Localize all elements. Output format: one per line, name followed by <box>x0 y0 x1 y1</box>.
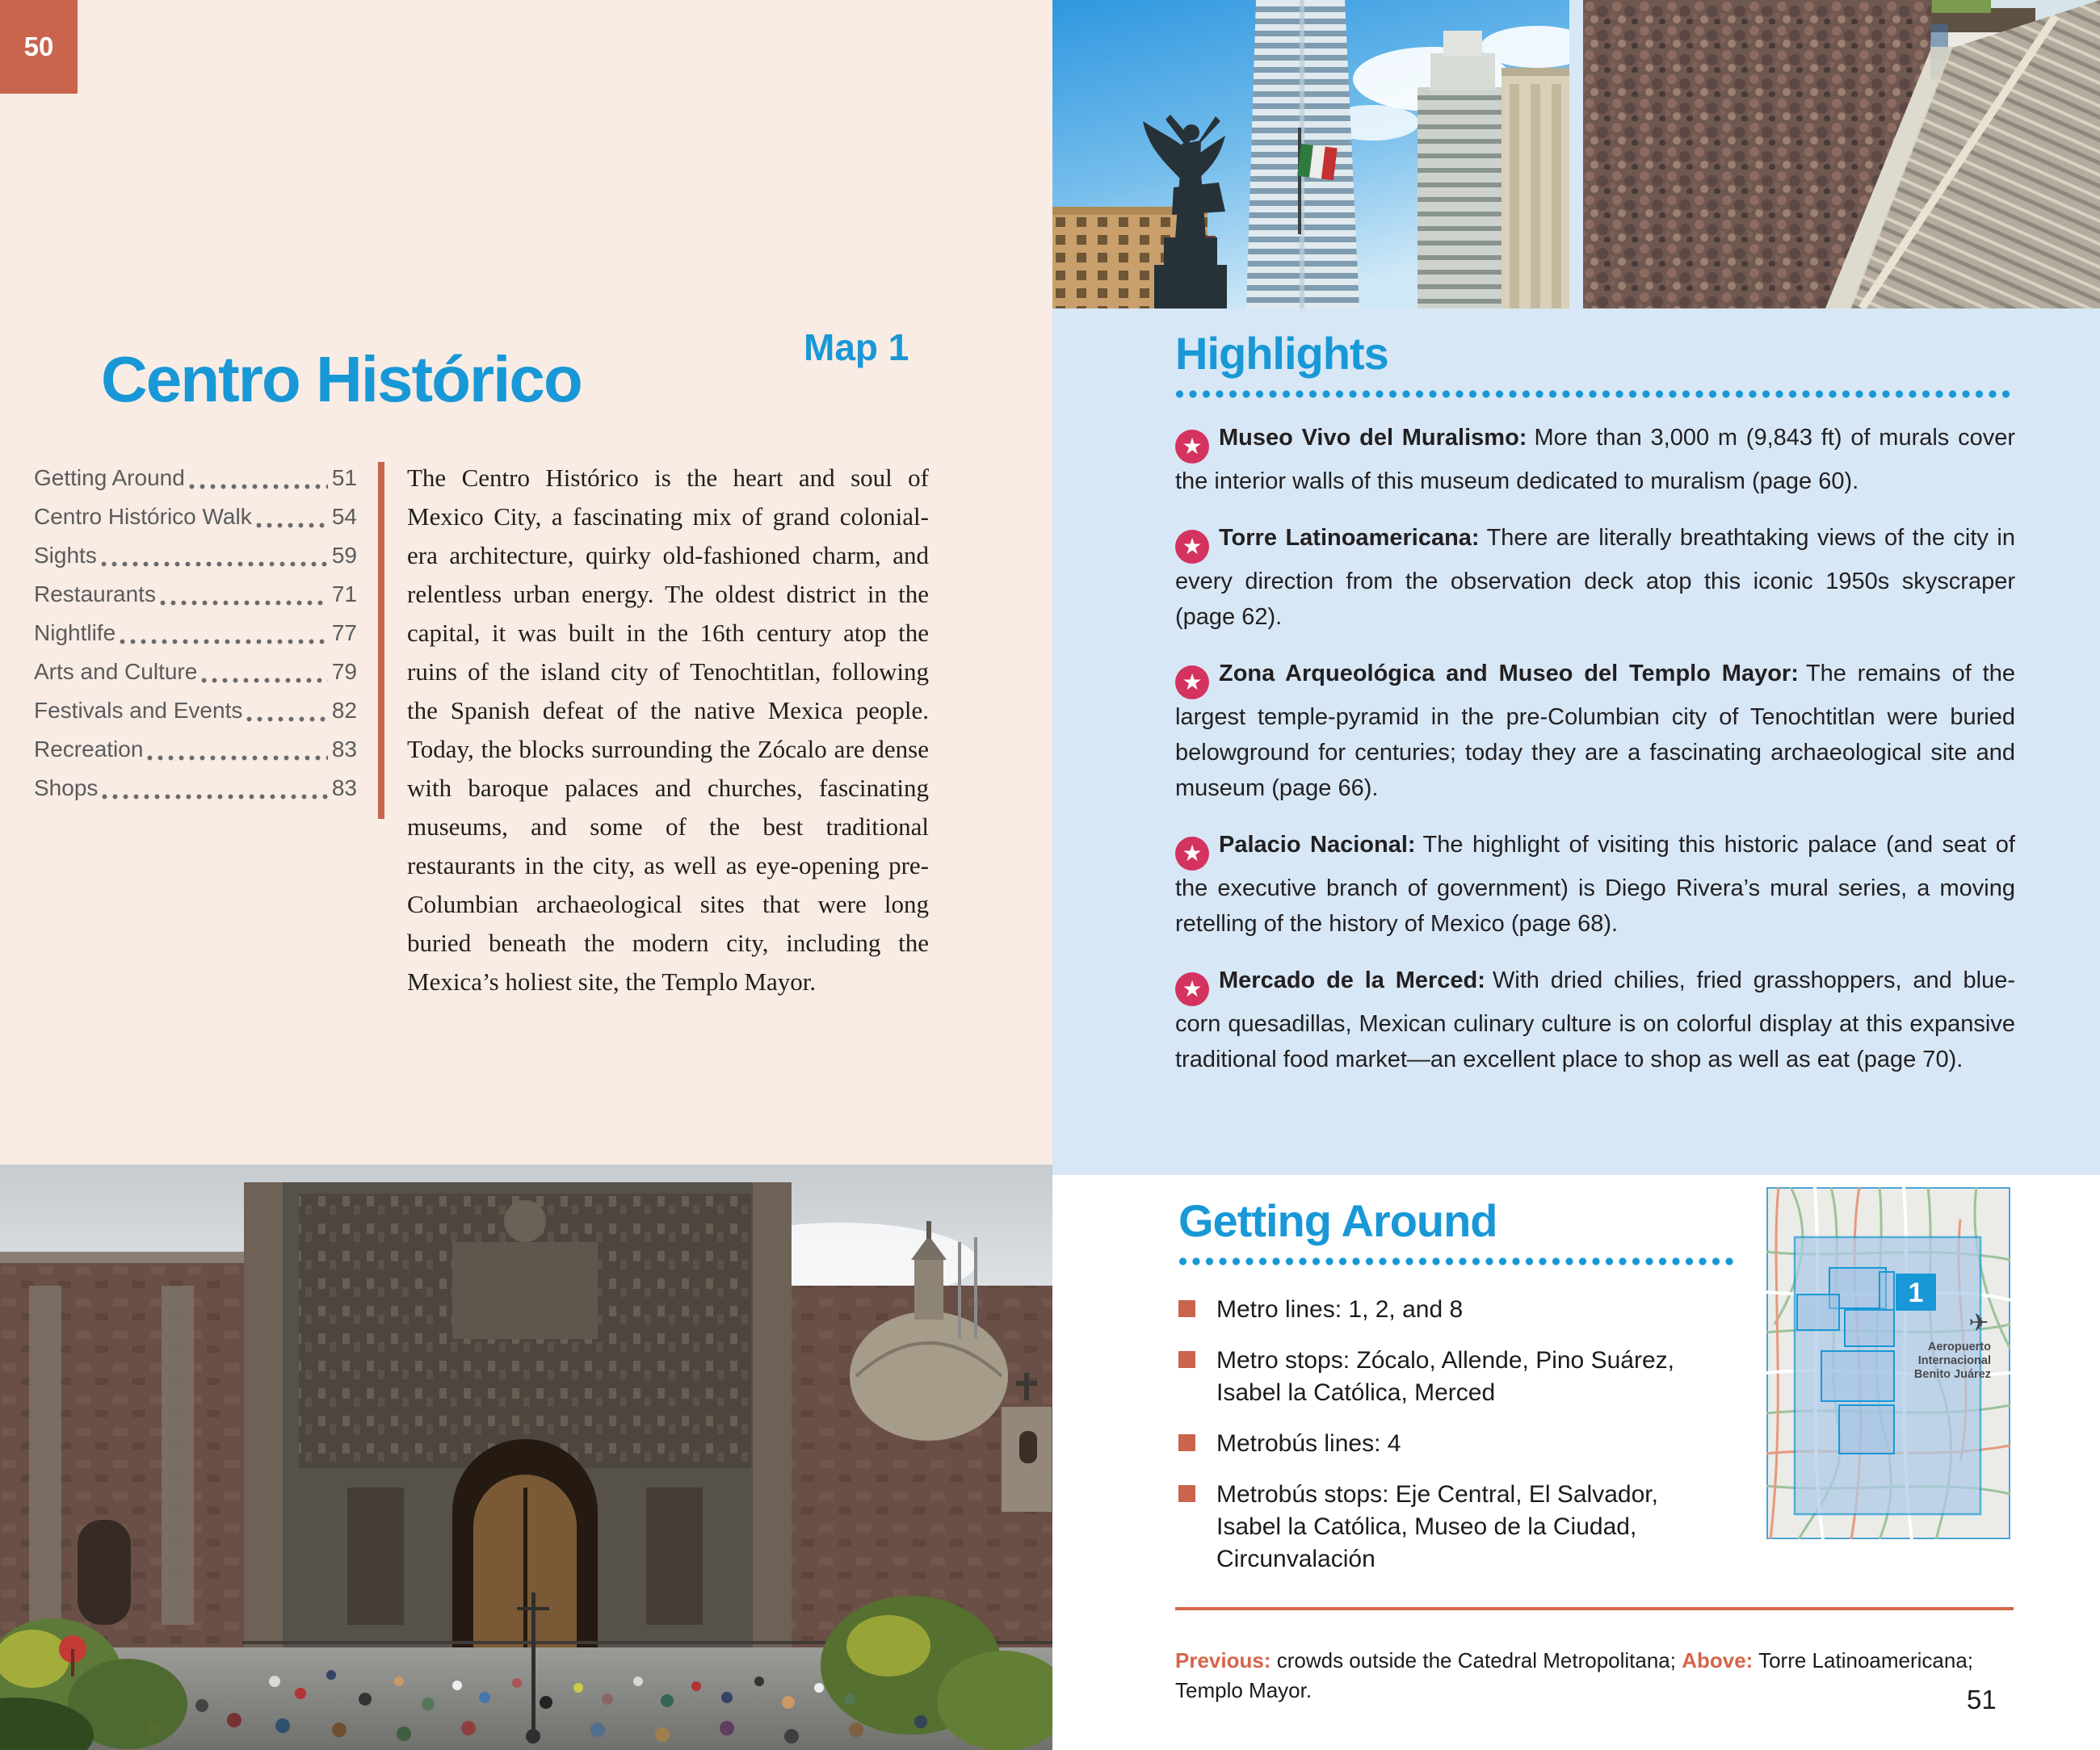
highlight-text: With dried chilies, fried grasshoppers, and blue-corn quesadillas, Mexican culinary culture is on colorful display at this expansive traditional food market—an excellent place to shop as well as eat (page 70). <box>1175 967 2016 1072</box>
getting-around-dotted-rule <box>1178 1257 1737 1266</box>
getting-around-item <box>1178 1428 1717 1460</box>
star-icon: ★ <box>1175 972 1209 1006</box>
highlight-name: Torre Latinoamericana: <box>1219 525 1480 551</box>
toc-label: Recreation <box>34 737 144 762</box>
caption-above-text: Torre Latinoamericana; Templo Mayor. <box>1175 1648 1974 1702</box>
cathedral-photo-art <box>0 1165 1052 1750</box>
highlight-text: There are literally breathtaking views of the city in every direction from the observation deck atop this iconic 1950s skyscraper (page 62). <box>1175 525 2015 630</box>
highlights-title: Highlights <box>1175 328 1388 379</box>
caption-above-label: Above: <box>1682 1648 1754 1672</box>
torre-latinoamericana-photo <box>1052 0 1569 308</box>
left-page-columns <box>34 459 935 1001</box>
toc-row <box>34 730 357 769</box>
highlight-name: Palacio Nacional: <box>1219 832 1416 858</box>
page-number-left: 50 <box>23 31 54 61</box>
toc-page: 59 <box>331 543 357 568</box>
airplane-icon: ✈ <box>1968 1309 1989 1337</box>
toc-label: Festivals and Events <box>34 698 243 723</box>
map-art <box>1766 1187 2010 1539</box>
star-icon: ★ <box>1175 837 1209 871</box>
catedral-metropolitana-photo <box>0 1165 1052 1750</box>
column-divider <box>378 462 384 819</box>
highlight-item <box>1175 520 2015 635</box>
templo-photo-art <box>1583 0 2100 308</box>
getting-around-section <box>1178 1197 1752 1594</box>
highlights-list <box>1175 420 2015 1077</box>
toc-row <box>34 575 357 614</box>
square-bullet-icon <box>1178 1485 1195 1502</box>
highlight-item <box>1175 656 2015 806</box>
square-bullet-icon <box>1178 1434 1195 1451</box>
toc-label: Sights <box>34 543 97 568</box>
getting-around-text: Metrobús lines: 4 <box>1216 1430 1401 1457</box>
toc-page: 51 <box>331 465 357 490</box>
toc-row <box>34 653 357 691</box>
toc-page: 83 <box>331 775 357 800</box>
caption-rule <box>1175 1607 2014 1610</box>
toc-dot-leader <box>201 678 328 683</box>
highlights-section <box>1175 329 2015 1098</box>
toc-dot-leader <box>120 639 328 644</box>
highlight-text: The highlight of visiting this historic palace (and seat of the executive branch of government) is Diego Rivera’s mural series, a moving retelling of the history of Mexico (page 68). <box>1175 832 2015 937</box>
highlight-name: Zona Arqueológica and Museo del Templo Mayor: <box>1219 661 1799 686</box>
highlight-item <box>1175 963 2015 1077</box>
toc-page: 79 <box>331 659 357 684</box>
photo-caption <box>1175 1646 2017 1706</box>
toc-label: Shops <box>34 775 99 800</box>
right-page <box>1052 0 2100 1750</box>
toc-row <box>34 497 357 536</box>
toc-dot-leader <box>189 484 328 489</box>
getting-around-list <box>1178 1294 1752 1576</box>
square-bullet-icon <box>1178 1300 1195 1317</box>
toc-page: 77 <box>331 620 357 645</box>
page-number-box-left <box>0 0 78 94</box>
toc-page: 54 <box>331 504 357 529</box>
getting-around-text: Metro stops: Zócalo, Allende, Pino Suárez, Isabel la Católica, Merced <box>1216 1347 1674 1406</box>
airport-label-line1: Aeropuerto <box>1927 1341 1991 1353</box>
chapter-intro-paragraph: The Centro Histórico is the heart and soul of Mexico City, a fascinating mix of grand colonial-era architecture, quirky old-fashioned charm, and relentless urban energy. The oldest district in the capital, it was built in the 16th century atop the ruins of the island city of Tenochtitlan, following the Spanish defeat of the native Mexica people. Today, the blocks surrounding the Zócalo are dense with baroque palaces and churches, fascinating museums, and some of the best traditional restaurants in the city, as well as eye-opening pre-Columbian archaeological sites that were long buried beneath the modern city, including the Mexica’s holiest site, the Templo Mayor. <box>407 464 929 996</box>
highlights-dotted-rule <box>1175 389 2015 399</box>
toc-dot-leader <box>246 716 328 722</box>
caption-previous-text: crowds outside the Catedral Metropolitana; <box>1270 1648 1682 1672</box>
toc-label: Nightlife <box>34 620 116 645</box>
toc-row <box>34 769 357 808</box>
chapter-title: Centro Histórico <box>101 342 582 415</box>
page-number-right: 51 <box>1967 1685 1997 1714</box>
toc-label: Restaurants <box>34 581 156 606</box>
toc-row <box>34 614 357 653</box>
map-reference-label: Map 1 <box>804 326 909 368</box>
toc-label: Centro Histórico Walk <box>34 504 252 529</box>
toc-row <box>34 536 357 575</box>
toc-page: 82 <box>331 698 357 723</box>
map-number-label: 1 <box>1908 1278 1924 1308</box>
toc-dot-leader <box>102 794 327 799</box>
getting-around-item <box>1178 1479 1717 1576</box>
star-icon: ★ <box>1175 665 1209 699</box>
getting-around-item <box>1178 1345 1717 1409</box>
toc-dot-leader <box>160 600 328 606</box>
star-icon: ★ <box>1175 530 1209 564</box>
toc-dot-leader <box>147 755 327 761</box>
airport-label-line2: Internacional <box>1917 1354 1991 1367</box>
caption-previous-label: Previous: <box>1175 1648 1271 1672</box>
square-bullet-icon <box>1178 1351 1195 1368</box>
torre-photo-art <box>1052 0 1569 308</box>
templo-mayor-photo <box>1583 0 2100 308</box>
getting-around-title: Getting Around <box>1178 1195 1497 1246</box>
toc-dot-leader <box>256 522 328 528</box>
toc-dot-leader <box>101 561 328 567</box>
getting-around-item <box>1178 1294 1717 1326</box>
airport-label-line3: Benito Juárez <box>1913 1368 1991 1381</box>
toc-row <box>34 691 357 730</box>
getting-around-text: Metrobús stops: Eje Central, El Salvador, Isabel la Católica, Museo de la Ciudad, Circunvalación <box>1216 1481 1658 1572</box>
toc-page: 83 <box>331 737 357 762</box>
getting-around-text: Metro lines: 1, 2, and 8 <box>1216 1296 1464 1323</box>
star-icon: ★ <box>1175 430 1209 464</box>
highlight-item <box>1175 420 2015 499</box>
toc-label: Arts and Culture <box>34 659 198 684</box>
toc-label: Getting Around <box>34 465 185 490</box>
highlight-name: Mercado de la Merced: <box>1219 967 1485 993</box>
highlight-text: The remains of the largest temple-pyramid in the pre-Columbian city of Tenochtitlan were buried belowground for centuries; today they are a fascinating archaeological site and museum (page 66). <box>1175 661 2015 801</box>
table-of-contents <box>34 459 357 1001</box>
toc-row <box>34 459 357 497</box>
highlight-item <box>1175 827 2015 942</box>
area-map-thumbnail <box>1766 1187 2010 1539</box>
highlight-name: Museo Vivo del Muralismo: <box>1219 425 1527 451</box>
toc-page: 71 <box>331 581 357 606</box>
highlight-text: More than 3,000 m (9,843 ft) of murals cover the interior walls of this museum dedicated to muralism (page 60). <box>1175 425 2015 494</box>
